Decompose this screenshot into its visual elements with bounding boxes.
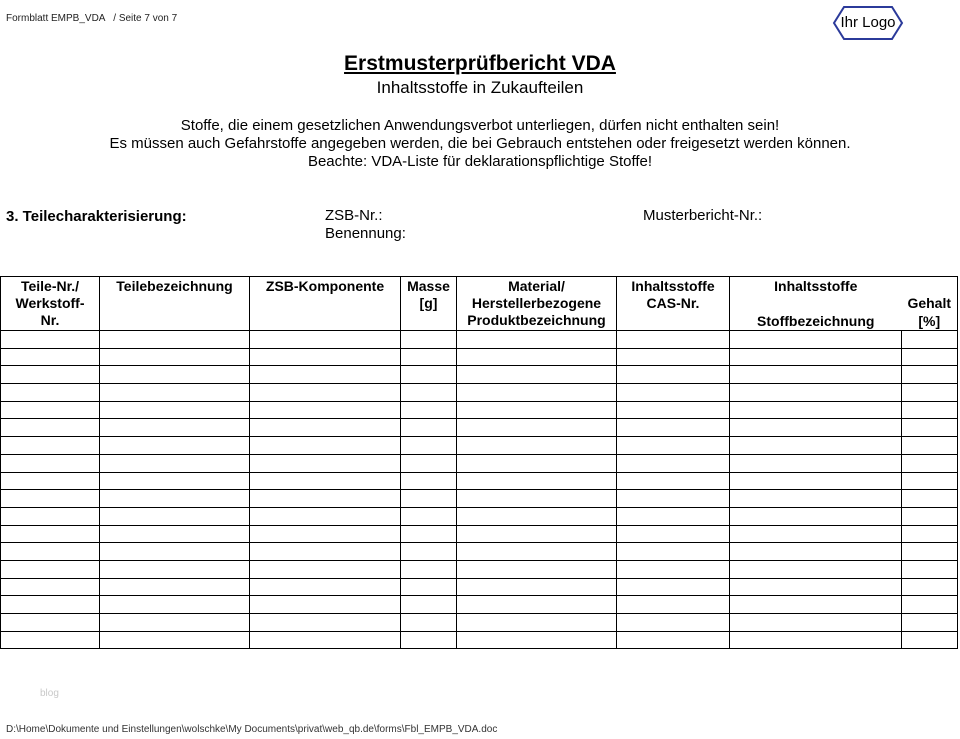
table-cell[interactable] (250, 437, 401, 455)
table-cell[interactable] (1, 490, 100, 508)
table-cell[interactable] (617, 560, 730, 578)
table-cell[interactable] (617, 366, 730, 384)
table-cell[interactable] (100, 631, 250, 649)
table-cell[interactable] (617, 331, 730, 349)
table-row (1, 384, 958, 402)
table-row (1, 507, 958, 525)
table-cell[interactable] (457, 472, 617, 490)
table-cell[interactable] (250, 596, 401, 614)
table-cell[interactable] (902, 560, 958, 578)
table-cell[interactable] (100, 366, 250, 384)
table-cell[interactable] (250, 578, 401, 596)
col-header-masse: Masse [g] (401, 277, 457, 331)
table-cell[interactable] (100, 614, 250, 632)
table-cell[interactable] (730, 560, 902, 578)
table-cell[interactable] (401, 472, 457, 490)
table-cell[interactable] (730, 631, 902, 649)
table-cell[interactable] (250, 507, 401, 525)
table-cell[interactable] (250, 384, 401, 402)
table-cell[interactable] (617, 384, 730, 402)
table-cell[interactable] (1, 384, 100, 402)
table-cell[interactable] (1, 525, 100, 543)
table-cell[interactable] (100, 472, 250, 490)
table-cell[interactable] (401, 560, 457, 578)
table-cell[interactable] (250, 401, 401, 419)
table-cell[interactable] (902, 578, 958, 596)
table-cell[interactable] (401, 596, 457, 614)
table-row (1, 454, 958, 472)
table-cell[interactable] (730, 490, 902, 508)
table-cell[interactable] (902, 525, 958, 543)
table-cell[interactable] (457, 366, 617, 384)
table-cell[interactable] (401, 348, 457, 366)
notice-line: Stoffe, die einem gesetzlichen Anwendungsverbot unterliegen, dürfen nicht enthalten sein! (180, 117, 780, 134)
table-cell[interactable] (401, 507, 457, 525)
table-cell[interactable] (617, 437, 730, 455)
table-cell[interactable] (457, 543, 617, 561)
table-cell[interactable] (617, 490, 730, 508)
table-cell[interactable] (250, 366, 401, 384)
table-cell[interactable] (100, 490, 250, 508)
col-header-teilebezeichnung: Teilebezeichnung (100, 277, 250, 331)
table-row (1, 614, 958, 632)
table-cell[interactable] (250, 631, 401, 649)
table-cell[interactable] (1, 348, 100, 366)
table-cell[interactable] (457, 401, 617, 419)
zsb-nr-label: ZSB-Nr.: (325, 207, 383, 224)
table-cell[interactable] (902, 472, 958, 490)
table-cell[interactable] (617, 419, 730, 437)
table-cell[interactable] (401, 454, 457, 472)
table-cell[interactable] (401, 331, 457, 349)
table-cell[interactable] (902, 454, 958, 472)
table-cell[interactable] (100, 348, 250, 366)
table-cell[interactable] (100, 331, 250, 349)
table-row (1, 578, 958, 596)
table-row (1, 543, 958, 561)
table-cell[interactable] (730, 348, 902, 366)
table-cell[interactable] (902, 419, 958, 437)
table-cell[interactable] (1, 419, 100, 437)
table-cell[interactable] (1, 578, 100, 596)
table-cell[interactable] (100, 507, 250, 525)
section-label: 3. Teilecharakterisierung: (6, 208, 187, 225)
table-cell[interactable] (617, 578, 730, 596)
table-cell[interactable] (730, 543, 902, 561)
table-cell[interactable] (902, 507, 958, 525)
table-cell[interactable] (730, 331, 902, 349)
table-cell[interactable] (617, 543, 730, 561)
table-cell[interactable] (457, 596, 617, 614)
table-cell[interactable] (1, 331, 100, 349)
col-header-gehalt: Gehalt [%] (902, 277, 958, 331)
table-cell[interactable] (1, 631, 100, 649)
table-cell[interactable] (902, 490, 958, 508)
table-cell[interactable] (1, 596, 100, 614)
table-cell[interactable] (617, 507, 730, 525)
table-cell[interactable] (1, 507, 100, 525)
table-cell[interactable] (100, 543, 250, 561)
benennung-label: Benennung: (325, 225, 406, 242)
table-cell[interactable] (100, 525, 250, 543)
table-cell[interactable] (250, 560, 401, 578)
table-cell[interactable] (617, 596, 730, 614)
table-cell[interactable] (100, 454, 250, 472)
table-cell[interactable] (730, 614, 902, 632)
table-cell[interactable] (617, 472, 730, 490)
table-row (1, 366, 958, 384)
col-header-zsb-komponente: ZSB-Komponente (250, 277, 401, 331)
table-cell[interactable] (401, 401, 457, 419)
table-row (1, 472, 958, 490)
table-cell[interactable] (100, 560, 250, 578)
table-cell[interactable] (250, 331, 401, 349)
table-cell[interactable] (401, 437, 457, 455)
table-row (1, 560, 958, 578)
table-header-row (1, 277, 958, 331)
table-cell[interactable] (1, 543, 100, 561)
table-cell[interactable] (902, 331, 958, 349)
table-cell[interactable] (457, 560, 617, 578)
table-cell[interactable] (730, 437, 902, 455)
table-cell[interactable] (250, 543, 401, 561)
logo-text: Ihr Logo (840, 14, 896, 31)
table-cell[interactable] (457, 490, 617, 508)
table-cell[interactable] (401, 631, 457, 649)
table-cell[interactable] (902, 596, 958, 614)
notice-line: Beachte: VDA-Liste für deklarationspflichtige Stoffe! (307, 153, 653, 170)
table-cell[interactable] (730, 384, 902, 402)
table-cell[interactable] (902, 384, 958, 402)
table-cell[interactable] (401, 578, 457, 596)
table-cell[interactable] (100, 384, 250, 402)
table-cell[interactable] (250, 348, 401, 366)
table-cell[interactable] (902, 437, 958, 455)
table-cell[interactable] (617, 401, 730, 419)
table-cell[interactable] (902, 614, 958, 632)
table-cell[interactable] (401, 543, 457, 561)
table-cell[interactable] (617, 614, 730, 632)
table-cell[interactable] (902, 366, 958, 384)
notice-line: Es müssen auch Gefahrstoffe angegeben werden, die bei Gebrauch entstehen oder freigesetzt werden können. (109, 135, 851, 152)
table-cell[interactable] (1, 437, 100, 455)
table-cell[interactable] (730, 454, 902, 472)
table-row (1, 401, 958, 419)
table-row (1, 348, 958, 366)
table-cell[interactable] (617, 631, 730, 649)
watermark: blog (40, 688, 59, 699)
table-cell[interactable] (457, 331, 617, 349)
table-cell[interactable] (250, 490, 401, 508)
table-cell[interactable] (250, 419, 401, 437)
table-cell[interactable] (457, 437, 617, 455)
table-cell[interactable] (401, 384, 457, 402)
file-path-footer: D:\Home\Dokumente und Einstellungen\wolschke\My Documents\privat\web_qb.de\forms\Fbl_EMPB_VDA.doc (6, 724, 498, 735)
table-cell[interactable] (401, 366, 457, 384)
table-cell[interactable] (617, 454, 730, 472)
table-cell[interactable] (457, 454, 617, 472)
table-cell[interactable] (100, 401, 250, 419)
table-cell[interactable] (902, 631, 958, 649)
table-cell[interactable] (100, 419, 250, 437)
col-header-material: Material/ Herstellerbezogene Produktbezeichnung (457, 277, 617, 331)
table-cell[interactable] (730, 525, 902, 543)
table-cell[interactable] (730, 401, 902, 419)
table-row (1, 419, 958, 437)
table-cell[interactable] (902, 401, 958, 419)
table-cell[interactable] (1, 401, 100, 419)
table-cell[interactable] (250, 472, 401, 490)
table-cell[interactable] (457, 507, 617, 525)
table-cell[interactable] (457, 578, 617, 596)
page-subtitle: Inhaltsstoffe in Zukaufteilen (376, 78, 584, 97)
col-header-stoffbezeichnung: Inhaltsstoffe Stoffbezeichnung (730, 277, 902, 331)
page-title: Erstmusterprüfbericht VDA (344, 52, 616, 75)
table-row (1, 331, 958, 349)
table-cell[interactable] (730, 507, 902, 525)
table-cell[interactable] (1, 366, 100, 384)
table-cell[interactable] (250, 525, 401, 543)
table-cell[interactable] (457, 348, 617, 366)
table-cell[interactable] (1, 614, 100, 632)
table-cell[interactable] (617, 348, 730, 366)
table-cell[interactable] (457, 419, 617, 437)
table-cell[interactable] (730, 366, 902, 384)
table-row (1, 490, 958, 508)
form-reference: Formblatt EMPB_VDA / Seite 7 von 7 (6, 13, 178, 24)
table-cell[interactable] (100, 437, 250, 455)
logo (832, 6, 904, 40)
table-cell[interactable] (1, 454, 100, 472)
table-cell[interactable] (457, 525, 617, 543)
table-cell[interactable] (457, 384, 617, 402)
table-row (1, 437, 958, 455)
substances-table (0, 276, 960, 652)
table-cell[interactable] (401, 525, 457, 543)
table-row (1, 596, 958, 614)
table-cell[interactable] (100, 578, 250, 596)
table-cell[interactable] (250, 454, 401, 472)
table-row (1, 631, 958, 649)
musterbericht-nr-label: Musterbericht-Nr.: (643, 207, 763, 224)
table-cell[interactable] (730, 596, 902, 614)
table-cell[interactable] (902, 348, 958, 366)
table-cell[interactable] (100, 596, 250, 614)
table-cell[interactable] (401, 614, 457, 632)
table-cell[interactable] (730, 419, 902, 437)
table-cell[interactable] (617, 525, 730, 543)
table-row (1, 525, 958, 543)
col-header-teile-nr: Teile-Nr./ Werkstoff- Nr. (1, 277, 100, 331)
table-cell[interactable] (730, 578, 902, 596)
col-header-cas-nr: Inhaltsstoffe CAS-Nr. (617, 277, 730, 331)
table-cell[interactable] (1, 560, 100, 578)
table-cell[interactable] (902, 543, 958, 561)
table-cell[interactable] (401, 419, 457, 437)
table-cell[interactable] (730, 472, 902, 490)
table-cell[interactable] (1, 472, 100, 490)
table-cell[interactable] (401, 490, 457, 508)
table-cell[interactable] (457, 614, 617, 632)
table-cell[interactable] (250, 614, 401, 632)
table-cell[interactable] (457, 631, 617, 649)
